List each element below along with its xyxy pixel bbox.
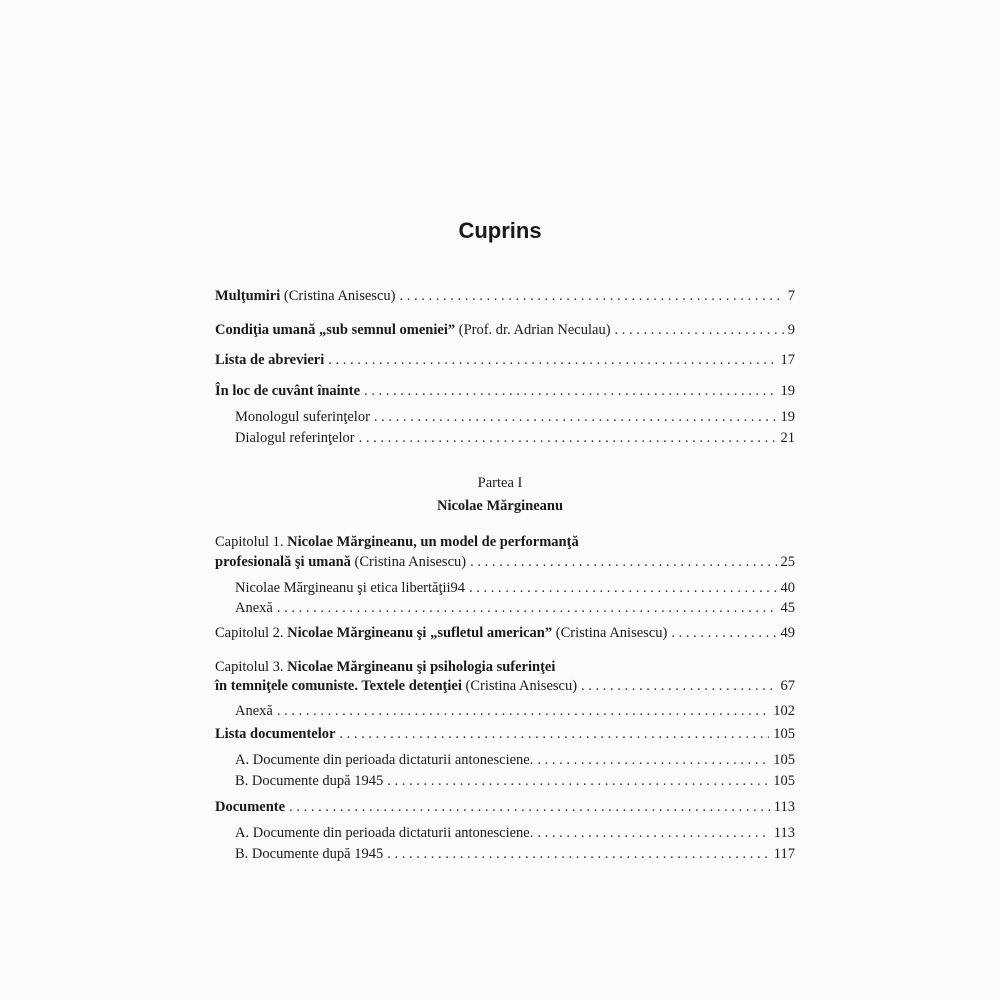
chapter-title-line1 (215, 657, 795, 677)
leader-dots (277, 701, 769, 721)
entry-title: Nicolae Mărgineanu şi etica libertăţii94 (235, 580, 466, 596)
toc-entry (215, 350, 795, 370)
page-number: 102 (773, 703, 795, 719)
leader-dots (364, 381, 776, 401)
leader-dots (289, 797, 770, 817)
chapter-prefix: Capitolul 3. (215, 659, 288, 675)
page-title: Cuprins (458, 218, 542, 243)
leader-dots (328, 350, 776, 370)
entry-title: Condiţia umană „sub semnul omeniei” (215, 322, 456, 338)
page-number: 105 (773, 726, 795, 742)
toc-entry (215, 724, 795, 744)
toc-entry (215, 320, 795, 340)
toc-subentry (235, 598, 795, 618)
chapter-title: Nicolae Mărgineanu şi „sufletul american” (287, 625, 553, 641)
page-number: 113 (773, 825, 795, 841)
page-number: 21 (780, 430, 795, 446)
page-number: 67 (780, 678, 795, 694)
part-name: Nicolae Mărgineanu (436, 498, 564, 514)
page-number: 117 (773, 846, 795, 862)
page-number: 17 (780, 352, 795, 368)
chapter-title-line1 (215, 532, 795, 552)
leader-dots (671, 623, 776, 643)
toc-subentry (235, 844, 795, 864)
page-number: 105 (773, 773, 795, 789)
leader-dots (537, 750, 769, 770)
chapter-title: Nicolae Mărgineanu, un model de performanţă (287, 534, 579, 550)
entry-title: Monologul suferinţelor (235, 409, 370, 425)
entry-author: (Prof. dr. Adrian Neculau) (455, 322, 611, 338)
leader-dots (469, 578, 776, 598)
entry-title: Anexă (235, 703, 273, 719)
chapter-title-cont: în temniţele comuniste. Textele detenţiei (215, 678, 462, 694)
chapter-prefix: Capitolul 2. (215, 625, 288, 641)
toc-entry (215, 286, 795, 306)
toc-subentry (235, 578, 795, 598)
entry-title: A. Documente din perioada dictaturii antonesciene. (235, 752, 534, 768)
leader-dots (339, 724, 769, 744)
chapter-title-cont: profesională şi umană (215, 554, 351, 570)
leader-dots (374, 407, 777, 427)
leader-dots (470, 552, 776, 572)
leader-dots (581, 676, 776, 696)
page-number: 113 (773, 799, 795, 815)
part-label: Partea I (477, 475, 523, 491)
entry-author: (Cristina Anisescu) (280, 288, 396, 304)
leader-dots (277, 598, 777, 618)
toc-entry (215, 797, 795, 817)
entry-author: (Cristina Anisescu) (461, 678, 578, 694)
page-number: 40 (780, 580, 795, 596)
entry-author: (Cristina Anisescu) (552, 625, 668, 641)
leader-dots (399, 286, 783, 306)
toc-entry (215, 623, 795, 643)
entry-title: Documente (215, 799, 286, 815)
toc-entry (215, 676, 795, 696)
toc-subentry (235, 771, 795, 791)
entry-title: B. Documente după 1945 (235, 846, 384, 862)
page-number: 45 (780, 600, 795, 616)
page-number: 19 (780, 409, 795, 425)
page-number: 105 (773, 752, 795, 768)
toc-subentry (235, 750, 795, 770)
toc-entry (215, 552, 795, 572)
leader-dots (359, 428, 777, 448)
leader-dots (387, 771, 769, 791)
toc-subentry (235, 407, 795, 427)
entry-title: B. Documente după 1945 (235, 773, 384, 789)
entry-title: Mulţumiri (215, 288, 281, 304)
leader-dots (615, 320, 784, 340)
toc-entry (215, 381, 795, 401)
entry-title: În loc de cuvânt înainte (215, 383, 361, 399)
entry-title: Dialogul referinţelor (235, 430, 355, 446)
entry-title: Lista de abrevieri (215, 352, 325, 368)
page-number: 7 (787, 288, 795, 304)
toc-subentry (235, 701, 795, 721)
leader-dots (387, 844, 770, 864)
entry-title: A. Documente din perioada dictaturii antonesciene. (235, 825, 534, 841)
chapter-title: Nicolae Mărgineanu şi psihologia suferinţei (287, 659, 556, 675)
toc-subentry (235, 823, 795, 843)
toc-subentry (235, 428, 795, 448)
entry-author: (Cristina Anisescu) (350, 554, 467, 570)
page-number: 19 (780, 383, 795, 399)
leader-dots (537, 823, 769, 843)
entry-title: Lista documentelor (215, 726, 336, 742)
page-number: 49 (780, 625, 795, 641)
entry-title: Anexă (235, 600, 273, 616)
page-number: 25 (780, 554, 795, 570)
chapter-prefix: Capitolul 1. (215, 534, 288, 550)
page-number: 9 (787, 322, 795, 338)
